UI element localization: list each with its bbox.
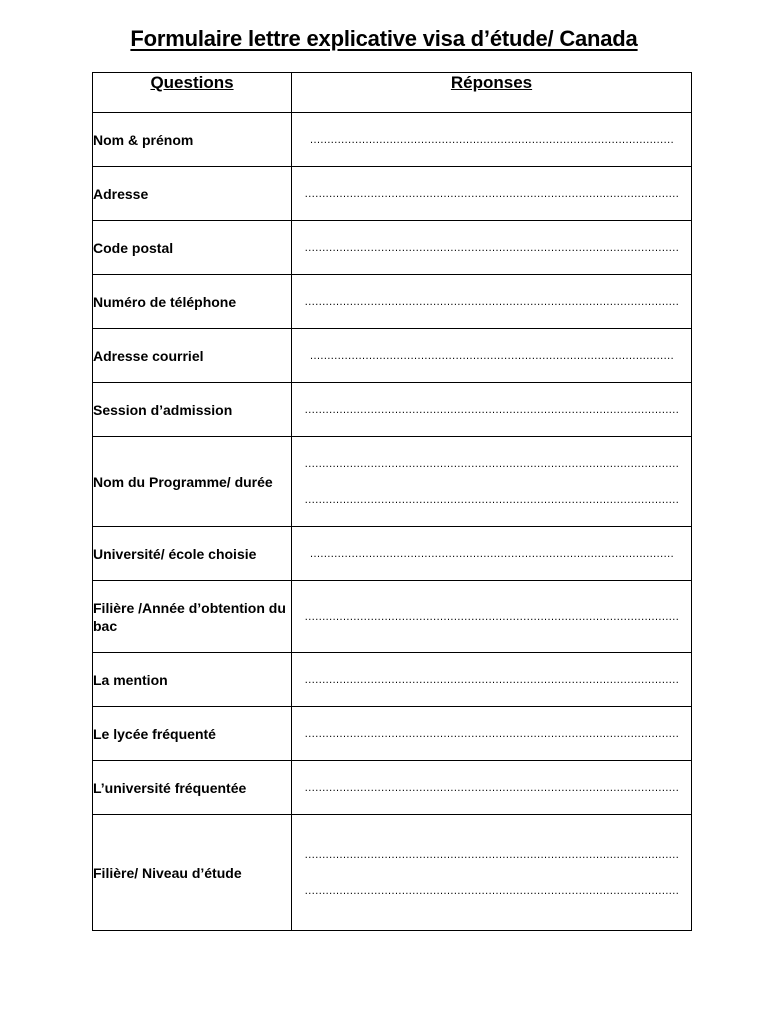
answer-dotted-line[interactable]: ……………………………………………………………………………………………… bbox=[304, 884, 679, 897]
answer-cell[interactable] bbox=[292, 221, 692, 275]
table-row bbox=[93, 113, 692, 167]
answer-dotted-line[interactable]: ……………………………………………………………………………………………… bbox=[304, 673, 679, 686]
question-label: La mention bbox=[93, 653, 292, 707]
table-row bbox=[93, 383, 692, 437]
table-row bbox=[93, 329, 692, 383]
table-row bbox=[93, 221, 692, 275]
answer-cell[interactable] bbox=[292, 707, 692, 761]
answer-dotted-line[interactable]: …………………………………………………………………………………………… bbox=[309, 133, 674, 146]
answer-dotted-line[interactable]: ……………………………………………………………………………………………… bbox=[304, 403, 679, 416]
answer-dotted-line[interactable]: ……………………………………………………………………………………………… bbox=[304, 493, 679, 506]
answer-dotted-line[interactable]: ……………………………………………………………………………………………… bbox=[304, 610, 679, 623]
table-header-row bbox=[93, 73, 692, 113]
answer-cell[interactable] bbox=[292, 437, 692, 527]
answer-dotted-line[interactable]: ……………………………………………………………………………………………… bbox=[304, 187, 679, 200]
column-header-questions: Questions bbox=[93, 73, 292, 113]
table-row bbox=[93, 815, 692, 931]
table-row bbox=[93, 707, 692, 761]
question-label: Filière /Année d’obtention du bac bbox=[93, 581, 292, 653]
answer-cell[interactable] bbox=[292, 329, 692, 383]
form-table bbox=[92, 72, 692, 931]
answer-dotted-line[interactable]: ……………………………………………………………………………………………… bbox=[304, 727, 679, 740]
form-title: Formulaire lettre explicative visa d’étude/ Canada bbox=[130, 26, 638, 51]
table-row bbox=[93, 275, 692, 329]
answer-dotted-line[interactable]: ……………………………………………………………………………………………… bbox=[304, 241, 679, 254]
question-label: Nom & prénom bbox=[93, 113, 292, 167]
table-row bbox=[93, 581, 692, 653]
question-label: Nom du Programme/ durée bbox=[93, 437, 292, 527]
answer-dotted-line[interactable]: ……………………………………………………………………………………………… bbox=[304, 848, 679, 861]
column-header-answers: Réponses bbox=[292, 73, 692, 113]
table-row bbox=[93, 437, 692, 527]
question-label: Université/ école choisie bbox=[93, 527, 292, 581]
answer-dotted-line[interactable]: …………………………………………………………………………………………… bbox=[309, 547, 674, 560]
answer-dotted-line[interactable]: …………………………………………………………………………………………… bbox=[309, 349, 674, 362]
question-label: L’université fréquentée bbox=[93, 761, 292, 815]
answer-dotted-line[interactable]: ……………………………………………………………………………………………… bbox=[304, 781, 679, 794]
table-row bbox=[93, 653, 692, 707]
question-label: Filière/ Niveau d’étude bbox=[93, 815, 292, 931]
answer-dotted-line[interactable]: ……………………………………………………………………………………………… bbox=[304, 295, 679, 308]
question-label: Le lycée fréquenté bbox=[93, 707, 292, 761]
question-label: Session d’admission bbox=[93, 383, 292, 437]
answer-cell[interactable] bbox=[292, 167, 692, 221]
answer-cell[interactable] bbox=[292, 653, 692, 707]
answer-cell[interactable] bbox=[292, 761, 692, 815]
table-row bbox=[93, 167, 692, 221]
answer-dotted-line[interactable]: ……………………………………………………………………………………………… bbox=[304, 457, 679, 470]
table-row bbox=[93, 527, 692, 581]
answer-cell[interactable] bbox=[292, 815, 692, 931]
answer-cell[interactable] bbox=[292, 527, 692, 581]
table-row bbox=[93, 761, 692, 815]
question-label: Adresse courriel bbox=[93, 329, 292, 383]
question-label: Code postal bbox=[93, 221, 292, 275]
answer-cell[interactable] bbox=[292, 113, 692, 167]
question-label: Adresse bbox=[93, 167, 292, 221]
question-label: Numéro de téléphone bbox=[93, 275, 292, 329]
answer-cell[interactable] bbox=[292, 383, 692, 437]
answer-cell[interactable] bbox=[292, 275, 692, 329]
answer-cell[interactable] bbox=[292, 581, 692, 653]
